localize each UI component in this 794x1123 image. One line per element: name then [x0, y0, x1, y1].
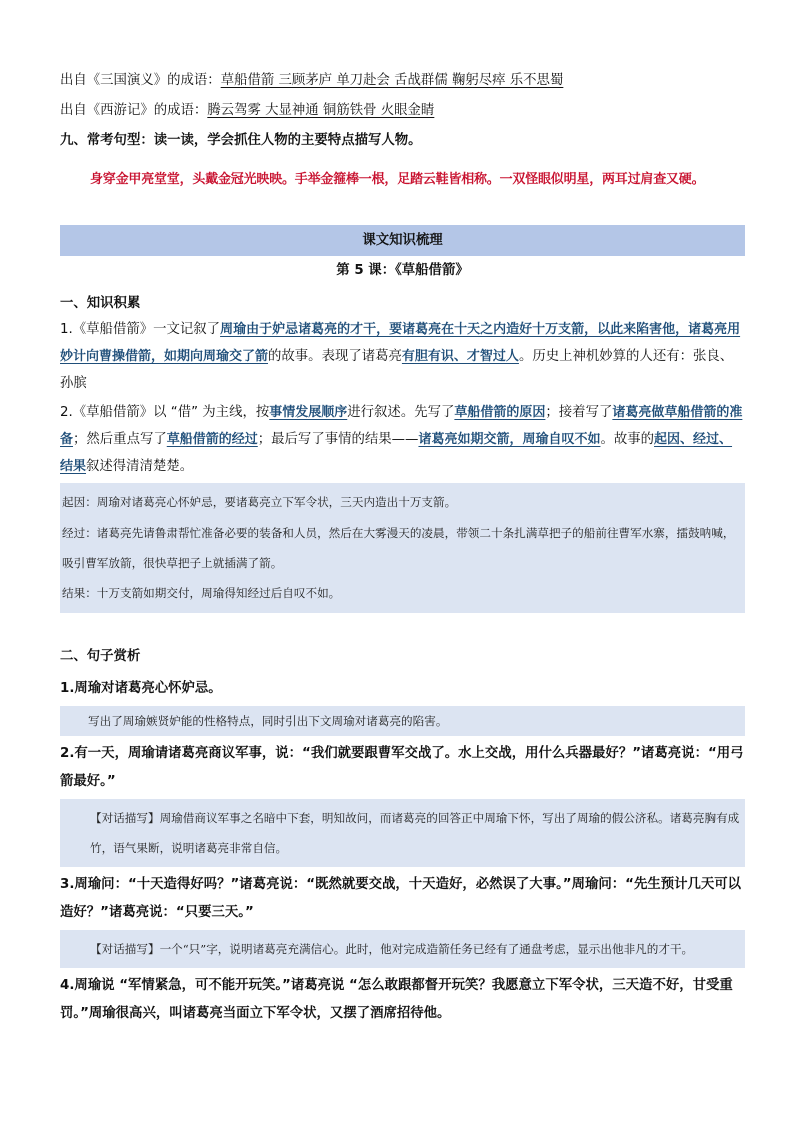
sanguo-label: 出自《三国演义》的成语：: [60, 73, 221, 88]
knowledge-heading: 一、知识积累: [60, 296, 141, 311]
xiyou-idioms-line: [60, 101, 745, 121]
p2-text-e: ；接着写了: [545, 405, 613, 420]
knowledge-paragraph-1: [60, 316, 745, 397]
p2-highlight-order: 事情发展顺序: [269, 405, 348, 420]
p2-highlight-process: 草船借箭的经过: [166, 432, 258, 447]
p1-text-a: 1.《草船借箭》一文记叙了: [60, 322, 221, 337]
sanguo-idiom-list: 草船借箭 三顾茅庐 单刀赴会 舌战群儒 鞠躬尽瘁 乐不思蜀: [220, 73, 564, 88]
p2-text-i: ；最后写了事情的结果——: [257, 432, 419, 447]
document-page: [60, 62, 745, 1028]
sanguo-idioms-line: [60, 71, 745, 91]
analysis-2-box: [60, 799, 745, 867]
analysis-3-box: [60, 930, 745, 968]
p1-text-e: 。历史上神机妙算的人还有：张良、孙膑: [60, 349, 734, 391]
sentence-pattern-heading: 九、常考句型：读一读，学会抓住人物的主要特点描写人物。: [60, 133, 422, 148]
sentence-3: 3.周瑜问：“十天造得好吗？”诸葛亮说：“既然就要交战，十天造好，必然误了大事。”周瑜问：“先生预计几天可以造好？”诸葛亮说：“只要三天。”: [60, 877, 742, 920]
character-description-quote: 身穿金甲亮堂堂，头戴金冠光映映。手举金箍棒一根，足踏云鞋皆相称。一双怪眼似明星，两耳过肩查又硬。: [90, 172, 705, 187]
sentence-analysis-heading: 二、句子赏析: [60, 649, 141, 664]
summary-process: 经过：诸葛亮先请鲁肃帮忙准备必要的装备和人员，然后在大雾漫天的凌晨，带领二十条扎满草把子的船前往曹军水寨，擂鼓呐喊，吸引曹军放箭，很快草把子上就插满了箭。: [62, 526, 735, 570]
sentence-2: 2.有一天，周瑜请诸葛亮商议军事，说：“我们就要跟曹军交战了。水上交战，用什么兵器最好？”诸葛亮说：“用弓箭最好。”: [60, 746, 744, 789]
analysis-2: 【对话描写】周瑜借商议军事之名暗中下套，明知故问，而诸葛亮的回答正中周瑜下怀，写出了周瑜的假公济私。诸葛亮胸有成竹，语气果断，说明诸葛亮非常自信。: [90, 811, 740, 855]
p2-highlight-structure: 起因、经过、结果: [60, 432, 733, 474]
summary-cause: 起因：周瑜对诸葛亮心怀妒忌，要诸葛亮立下军令状，三天内造出十万支箭。: [62, 495, 457, 509]
analysis-3: 【对话描写】一个“只”字，说明诸葛亮充满信心。此时，他对完成造箭任务已经有了通盘考虑，显示出他非凡的才干。: [90, 942, 694, 956]
xiyou-label: 出自《西游记》的成语：: [60, 103, 208, 118]
analysis-1-box: [60, 706, 745, 736]
p1-text-c: 的故事。表现了诸葛亮: [268, 349, 402, 364]
analysis-1: 写出了周瑜嫉贤妒能的性格特点，同时引出下文周瑜对诸葛亮的陷害。: [88, 714, 448, 728]
lesson-title: 第 5 课：《草船借箭》: [336, 263, 469, 278]
p2-text-m: 叙述得清清楚楚。: [86, 459, 194, 474]
p2-highlight-cause: 草船借箭的原因: [454, 405, 546, 420]
p2-text-k: 。故事的: [600, 432, 655, 447]
section-banner: 课文知识梳理: [60, 225, 745, 256]
story-summary-box: [60, 483, 745, 613]
p2-text-c: 进行叙述。先写了: [347, 405, 455, 420]
xiyou-idiom-list: 腾云驾雾 大显神通 铜筋铁骨 火眼金睛: [207, 103, 435, 118]
sentence-1: 1.周瑜对诸葛亮心怀妒忌。: [60, 681, 222, 696]
p2-text-g: ；然后重点写了: [73, 432, 167, 447]
knowledge-paragraph-2: [60, 399, 745, 480]
p1-highlight-story: 周瑜由于妒忌诸葛亮的才干，要诸葛亮在十天之内造好十万支箭，以此来陷害他，诸葛亮用妙计向曹操借箭，如期向周瑜交了箭: [60, 322, 741, 364]
p2-highlight-prep: 诸葛亮做草船借箭的准备: [60, 405, 743, 447]
sentence-4: 4.周瑜说 “军情紧急，可不能开玩笑。”诸葛亮说 “怎么敢跟都督开玩笑？我愿意立下军令状，三天造不好，甘受重罚。”周瑜很高兴，叫诸葛亮当面立下军令状，又摆了酒席招待他。: [60, 978, 733, 1021]
p2-highlight-result: 诸葛亮如期交箭，周瑜自叹不如: [418, 432, 601, 447]
summary-result: 结果：十万支箭如期交付，周瑜得知经过后自叹不如。: [62, 586, 341, 600]
p1-highlight-trait: 有胆有识、才智过人: [401, 349, 519, 364]
p2-text-a: 2.《草船借箭》以 “借” 为主线，按: [60, 405, 270, 420]
